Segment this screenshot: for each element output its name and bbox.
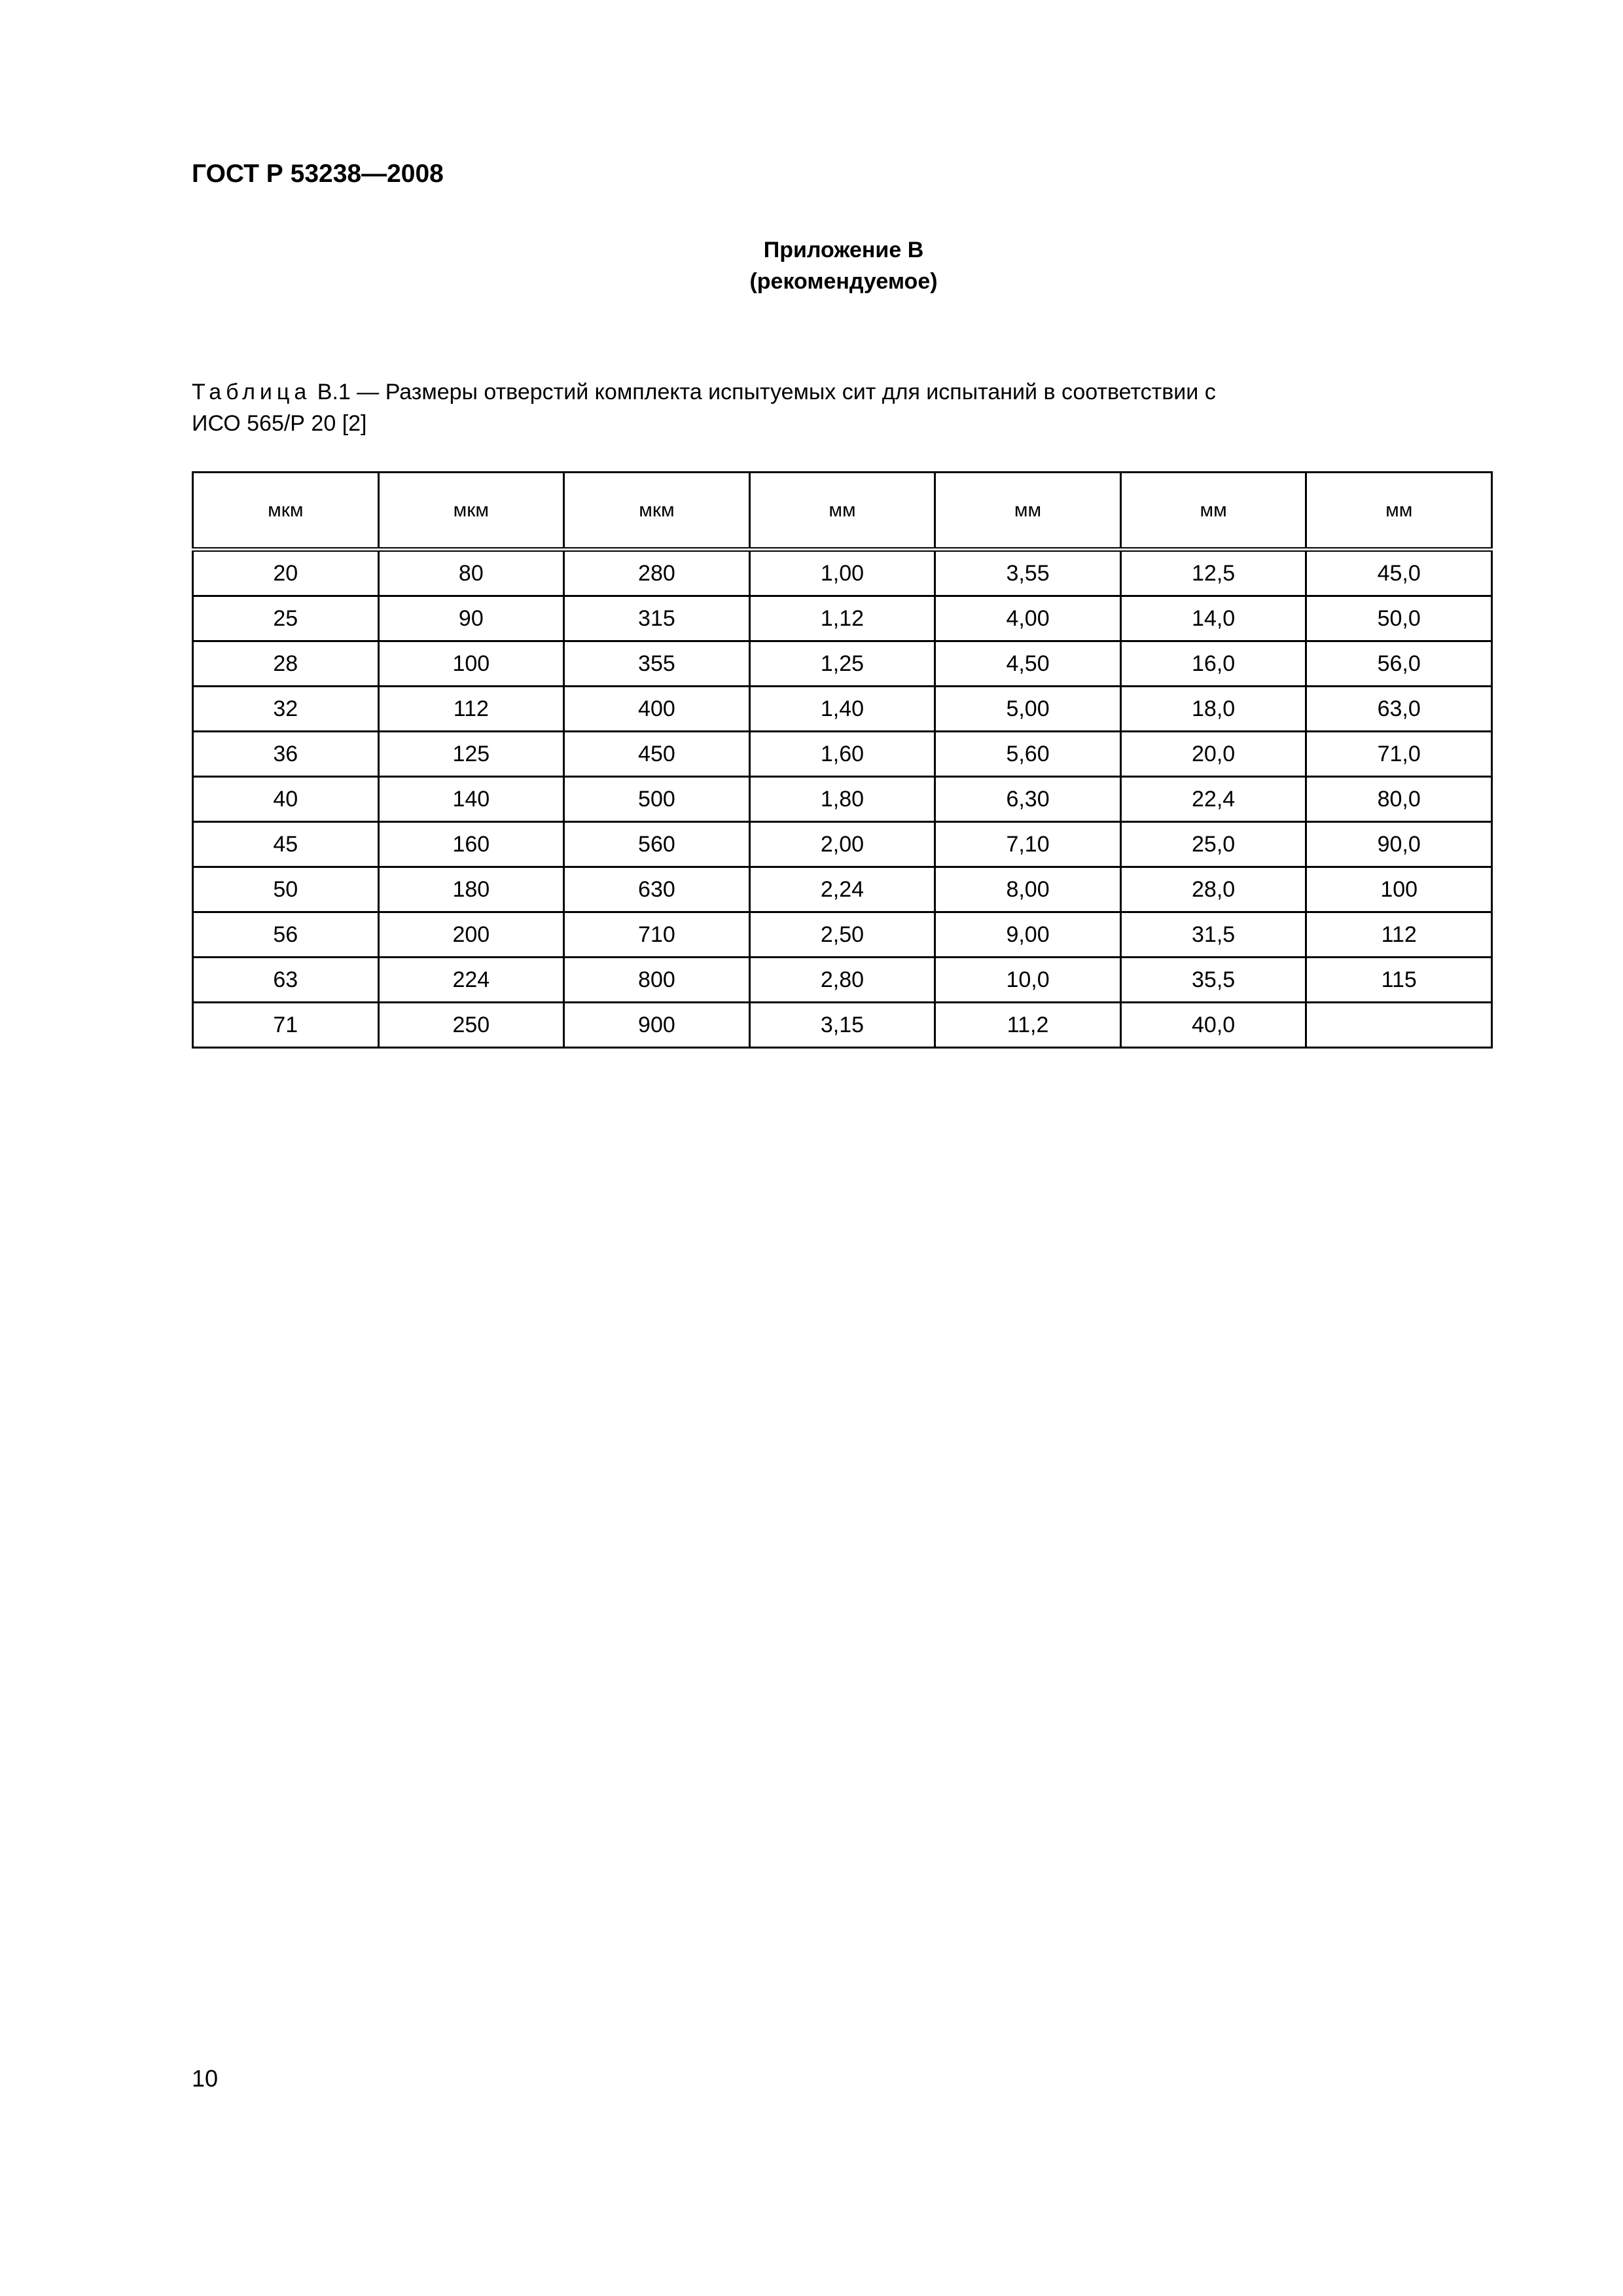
table-cell: 4,50 [935,641,1121,687]
table-cell: 180 [378,867,564,912]
table-cell: 125 [378,732,564,777]
table-cell: 160 [378,822,564,867]
table-caption-text: В.1 — Размеры отверстий комплекта испытуемых сит для испытаний в соответствии с [317,380,1216,404]
table-cell: 45,0 [1306,550,1492,596]
table-cell: 3,55 [935,550,1121,596]
table-cell: 80 [378,550,564,596]
table-cell: 1,80 [749,777,935,822]
table-cell: 25,0 [1120,822,1306,867]
table-row [193,777,1492,822]
table-cell: 40 [193,777,379,822]
table-cell: 400 [564,687,750,732]
table-cell: 22,4 [1120,777,1306,822]
column-header: мкм [193,473,379,550]
table-cell: 71,0 [1306,732,1492,777]
table-cell: 355 [564,641,750,687]
table-cell: 100 [1306,867,1492,912]
table-cell: 800 [564,958,750,1003]
table-cell: 31,5 [1120,912,1306,958]
table-cell: 35,5 [1120,958,1306,1003]
page-number: 10 [192,2065,219,2092]
table-cell: 5,60 [935,732,1121,777]
table-cell: 315 [564,596,750,641]
table-cell: 8,00 [935,867,1121,912]
table-cell: 630 [564,867,750,912]
table-cell: 140 [378,777,564,822]
table-row [193,822,1492,867]
table-cell: 2,24 [749,867,935,912]
table-row [193,641,1492,687]
column-header: мм [1306,473,1492,550]
table-cell: 36 [193,732,379,777]
table-cell: 45 [193,822,379,867]
table-cell: 9,00 [935,912,1121,958]
table-cell: 450 [564,732,750,777]
table-caption-line2: ИСО 565/Р 20 [2] [192,411,367,436]
table-row [193,958,1492,1003]
table-row [193,550,1492,596]
table-cell: 2,00 [749,822,935,867]
table-cell: 63 [193,958,379,1003]
table-cell: 56,0 [1306,641,1492,687]
table-cell: 1,12 [749,596,935,641]
table-header-row [193,473,1492,550]
table-cell: 71 [193,1003,379,1048]
table-row [193,912,1492,958]
appendix-title: Приложение В [763,238,924,262]
table-cell: 224 [378,958,564,1003]
table-caption-word: Таблица [192,380,312,404]
table-cell: 2,80 [749,958,935,1003]
table-cell: 112 [1306,912,1492,958]
table-cell: 1,40 [749,687,935,732]
table-row [193,732,1492,777]
column-header: мкм [378,473,564,550]
table-cell: 14,0 [1120,596,1306,641]
table-body [193,550,1492,1048]
table-cell: 10,0 [935,958,1121,1003]
table-cell: 56 [193,912,379,958]
table-cell: 40,0 [1120,1003,1306,1048]
table-cell: 28,0 [1120,867,1306,912]
table-row [193,867,1492,912]
table-cell: 115 [1306,958,1492,1003]
table-cell [1306,1003,1492,1048]
table-cell: 16,0 [1120,641,1306,687]
table-row [193,687,1492,732]
table-row [193,1003,1492,1048]
table-cell: 2,50 [749,912,935,958]
table-cell: 900 [564,1003,750,1048]
document-code: ГОСТ Р 53238—2008 [192,160,444,188]
column-header: мм [935,473,1121,550]
table-cell: 560 [564,822,750,867]
table-cell: 500 [564,777,750,822]
table-cell: 200 [378,912,564,958]
table-cell: 63,0 [1306,687,1492,732]
table-cell: 80,0 [1306,777,1492,822]
table-cell: 112 [378,687,564,732]
table-cell: 1,60 [749,732,935,777]
column-header: мкм [564,473,750,550]
table-cell: 280 [564,550,750,596]
table-cell: 50 [193,867,379,912]
table-cell: 90 [378,596,564,641]
table-cell: 3,15 [749,1003,935,1048]
table-cell: 100 [378,641,564,687]
table-cell: 1,00 [749,550,935,596]
table-cell: 90,0 [1306,822,1492,867]
table-cell: 250 [378,1003,564,1048]
table-cell: 710 [564,912,750,958]
appendix-subtitle: (рекомендуемое) [749,269,938,294]
table-cell: 18,0 [1120,687,1306,732]
table-cell: 6,30 [935,777,1121,822]
table-cell: 1,25 [749,641,935,687]
table-cell: 12,5 [1120,550,1306,596]
column-header: мм [1120,473,1306,550]
table-row [193,596,1492,641]
table-cell: 50,0 [1306,596,1492,641]
appendix-heading [0,234,1623,297]
table-cell: 25 [193,596,379,641]
table-cell: 32 [193,687,379,732]
table-cell: 11,2 [935,1003,1121,1048]
table-cell: 20,0 [1120,732,1306,777]
table-caption [192,376,1501,439]
table-cell: 7,10 [935,822,1121,867]
table-cell: 20 [193,550,379,596]
table-cell: 4,00 [935,596,1121,641]
table-cell: 28 [193,641,379,687]
sieve-sizes-table [192,471,1493,1049]
table-cell: 5,00 [935,687,1121,732]
column-header: мм [749,473,935,550]
